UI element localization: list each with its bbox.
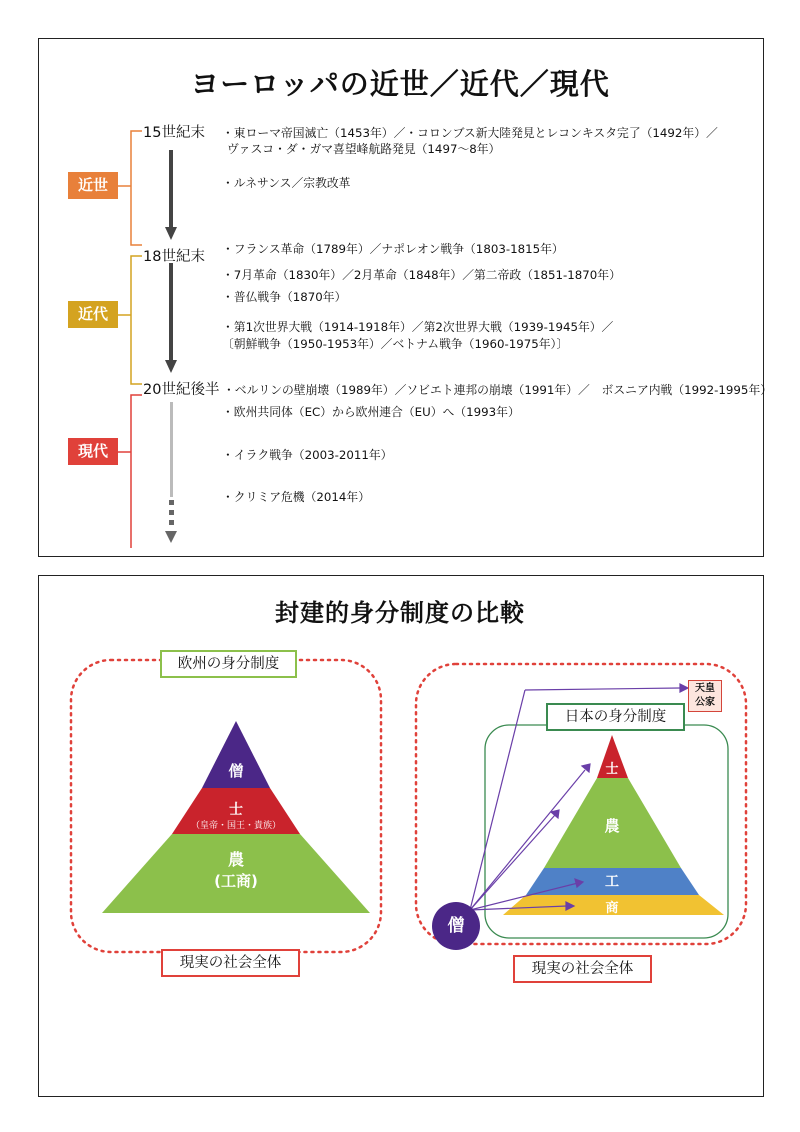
era-modern: 近代	[68, 301, 118, 328]
emperor-court-box	[688, 680, 722, 712]
timeline-title: ヨーロッパの近世／近代／現代	[190, 67, 610, 101]
japan-system-label: 日本の身分制度	[546, 703, 685, 731]
europe-society-label: 現実の社会全体	[161, 949, 300, 977]
japan-tier-samurai-label: 士	[605, 762, 619, 777]
europe-system-label: 欧州の身分制度	[160, 650, 297, 678]
japan-tier-merchant-label: 商	[605, 901, 619, 916]
marker-18th-century: 18世紀末	[143, 249, 205, 265]
japan-tier-artisan-label: 工	[605, 874, 619, 890]
emperor-label: 天皇	[695, 683, 715, 694]
court-nobles-label: 公家	[695, 697, 715, 708]
event-line: ・東ローマ帝国滅亡（1453年）／・コロンブス新大陸発見とレコンキスタ完了（1492年）／	[222, 126, 718, 140]
japan-tier-farmer-label: 農	[604, 817, 620, 835]
comparison-title: 封建的身分制度の比較	[275, 599, 525, 627]
event-line: ・第1次世界大戦（1914-1918年）／第2次世界大戦（1939-1945年）／	[222, 320, 614, 334]
era-early-modern: 近世	[68, 172, 118, 199]
europe-tier-farmer-note: (工商)	[214, 872, 258, 890]
event-line: ・イラク戦争（2003-2011年）	[222, 448, 393, 462]
event-line: 〔朝鮮戦争（1950-1953年）／ベトナム戦争（1960-1975年）〕	[222, 337, 569, 351]
europe-tier-monk-label: 僧	[228, 762, 244, 780]
event-line: ・7月革命（1830年）／2月革命（1848年）／第二帝政（1851-1870年）	[222, 268, 621, 282]
europe-tier-samurai-label: 士	[229, 802, 243, 818]
japan-society-label: 現実の社会全体	[513, 955, 652, 983]
europe-tier-farmer-label: 農	[227, 850, 244, 869]
marker-20th-century: 20世紀後半	[143, 382, 220, 398]
event-line: ヴァスコ・ダ・ガマ喜望峰航路発見（1497～8年）	[227, 142, 501, 156]
marker-15th-century: 15世紀末	[143, 125, 205, 141]
event-line: ・クリミア危機（2014年）	[222, 490, 370, 504]
event-line: ・フランス革命（1789年）／ナポレオン戦争（1803-1815年）	[222, 242, 564, 256]
japan-monk-circle: 僧	[432, 902, 480, 950]
era-contemporary: 現代	[68, 438, 118, 465]
europe-tier-samurai-note: （皇帝・国王・貴族）	[190, 821, 281, 831]
event-line: ・普仏戦争（1870年）	[222, 290, 347, 304]
event-line: ・ルネサンス／宗教改革	[222, 176, 351, 190]
event-line: ・欧州共同体（EC）から欧州連合（EU）へ（1993年）	[222, 405, 520, 419]
event-line: ・ベルリンの壁崩壊（1989年）／ソビエト連邦の崩壊（1991年）／ ボスニア内戦（1992-1995年）	[223, 383, 773, 397]
